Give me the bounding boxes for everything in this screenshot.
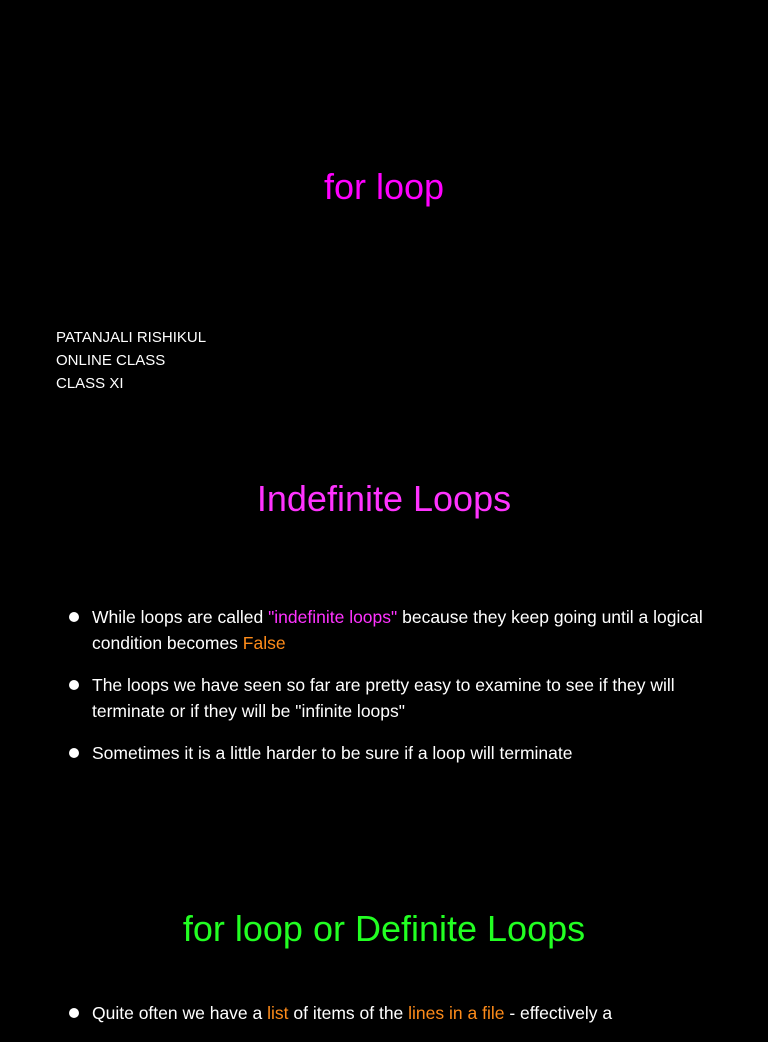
bullet-dot-icon <box>69 680 79 690</box>
bullet-dot-icon <box>69 612 79 622</box>
slide-heading-definite-loops: for loop or Definite Loops <box>182 908 586 949</box>
slide-indefinite-loops <box>0 410 768 820</box>
bullet-item <box>66 740 726 766</box>
bullet-text: Sometimes it is a little harder to be sure if a loop will terminate <box>92 743 573 763</box>
subtitle-line-school: PATANJALI RISHIKUL <box>56 329 207 346</box>
bullet-text: Quite often we have a <box>92 1003 268 1023</box>
highlight-false: False <box>242 633 286 653</box>
bullet-dot-icon <box>69 748 79 758</box>
slide-definite-loops <box>0 820 768 1024</box>
bullet-text: of items of the <box>288 1003 409 1023</box>
slide-title-heading: for loop <box>323 166 445 207</box>
bullet-text: - effectively a <box>504 1003 613 1023</box>
highlight-indefinite-loops: "indefinite loops" <box>268 607 398 627</box>
slide-subtitle <box>56 326 206 395</box>
bullet-dot-icon <box>69 1008 79 1018</box>
bullet-text: The loops we have seen so far are pretty easy to examine to see if they will terminate or if they will be "infinite loops" <box>92 675 675 721</box>
bullet-list <box>66 604 726 782</box>
bullet-item <box>66 672 726 724</box>
subtitle-line-class-type: ONLINE CLASS <box>56 352 166 369</box>
highlight-list: list <box>267 1003 289 1023</box>
slide-title <box>0 0 768 410</box>
bullet-text: because they keep going until a logical condition becomes <box>92 607 703 653</box>
bullet-list <box>66 1000 726 1042</box>
bullet-text: While loops are called <box>92 607 269 627</box>
highlight-lines-in-a-file: lines in a file <box>408 1003 505 1023</box>
subtitle-line-grade: CLASS XI <box>56 375 124 392</box>
slide-heading-indefinite-loops: Indefinite Loops <box>256 478 512 519</box>
bullet-item <box>66 604 726 656</box>
bullet-item <box>66 1000 726 1026</box>
